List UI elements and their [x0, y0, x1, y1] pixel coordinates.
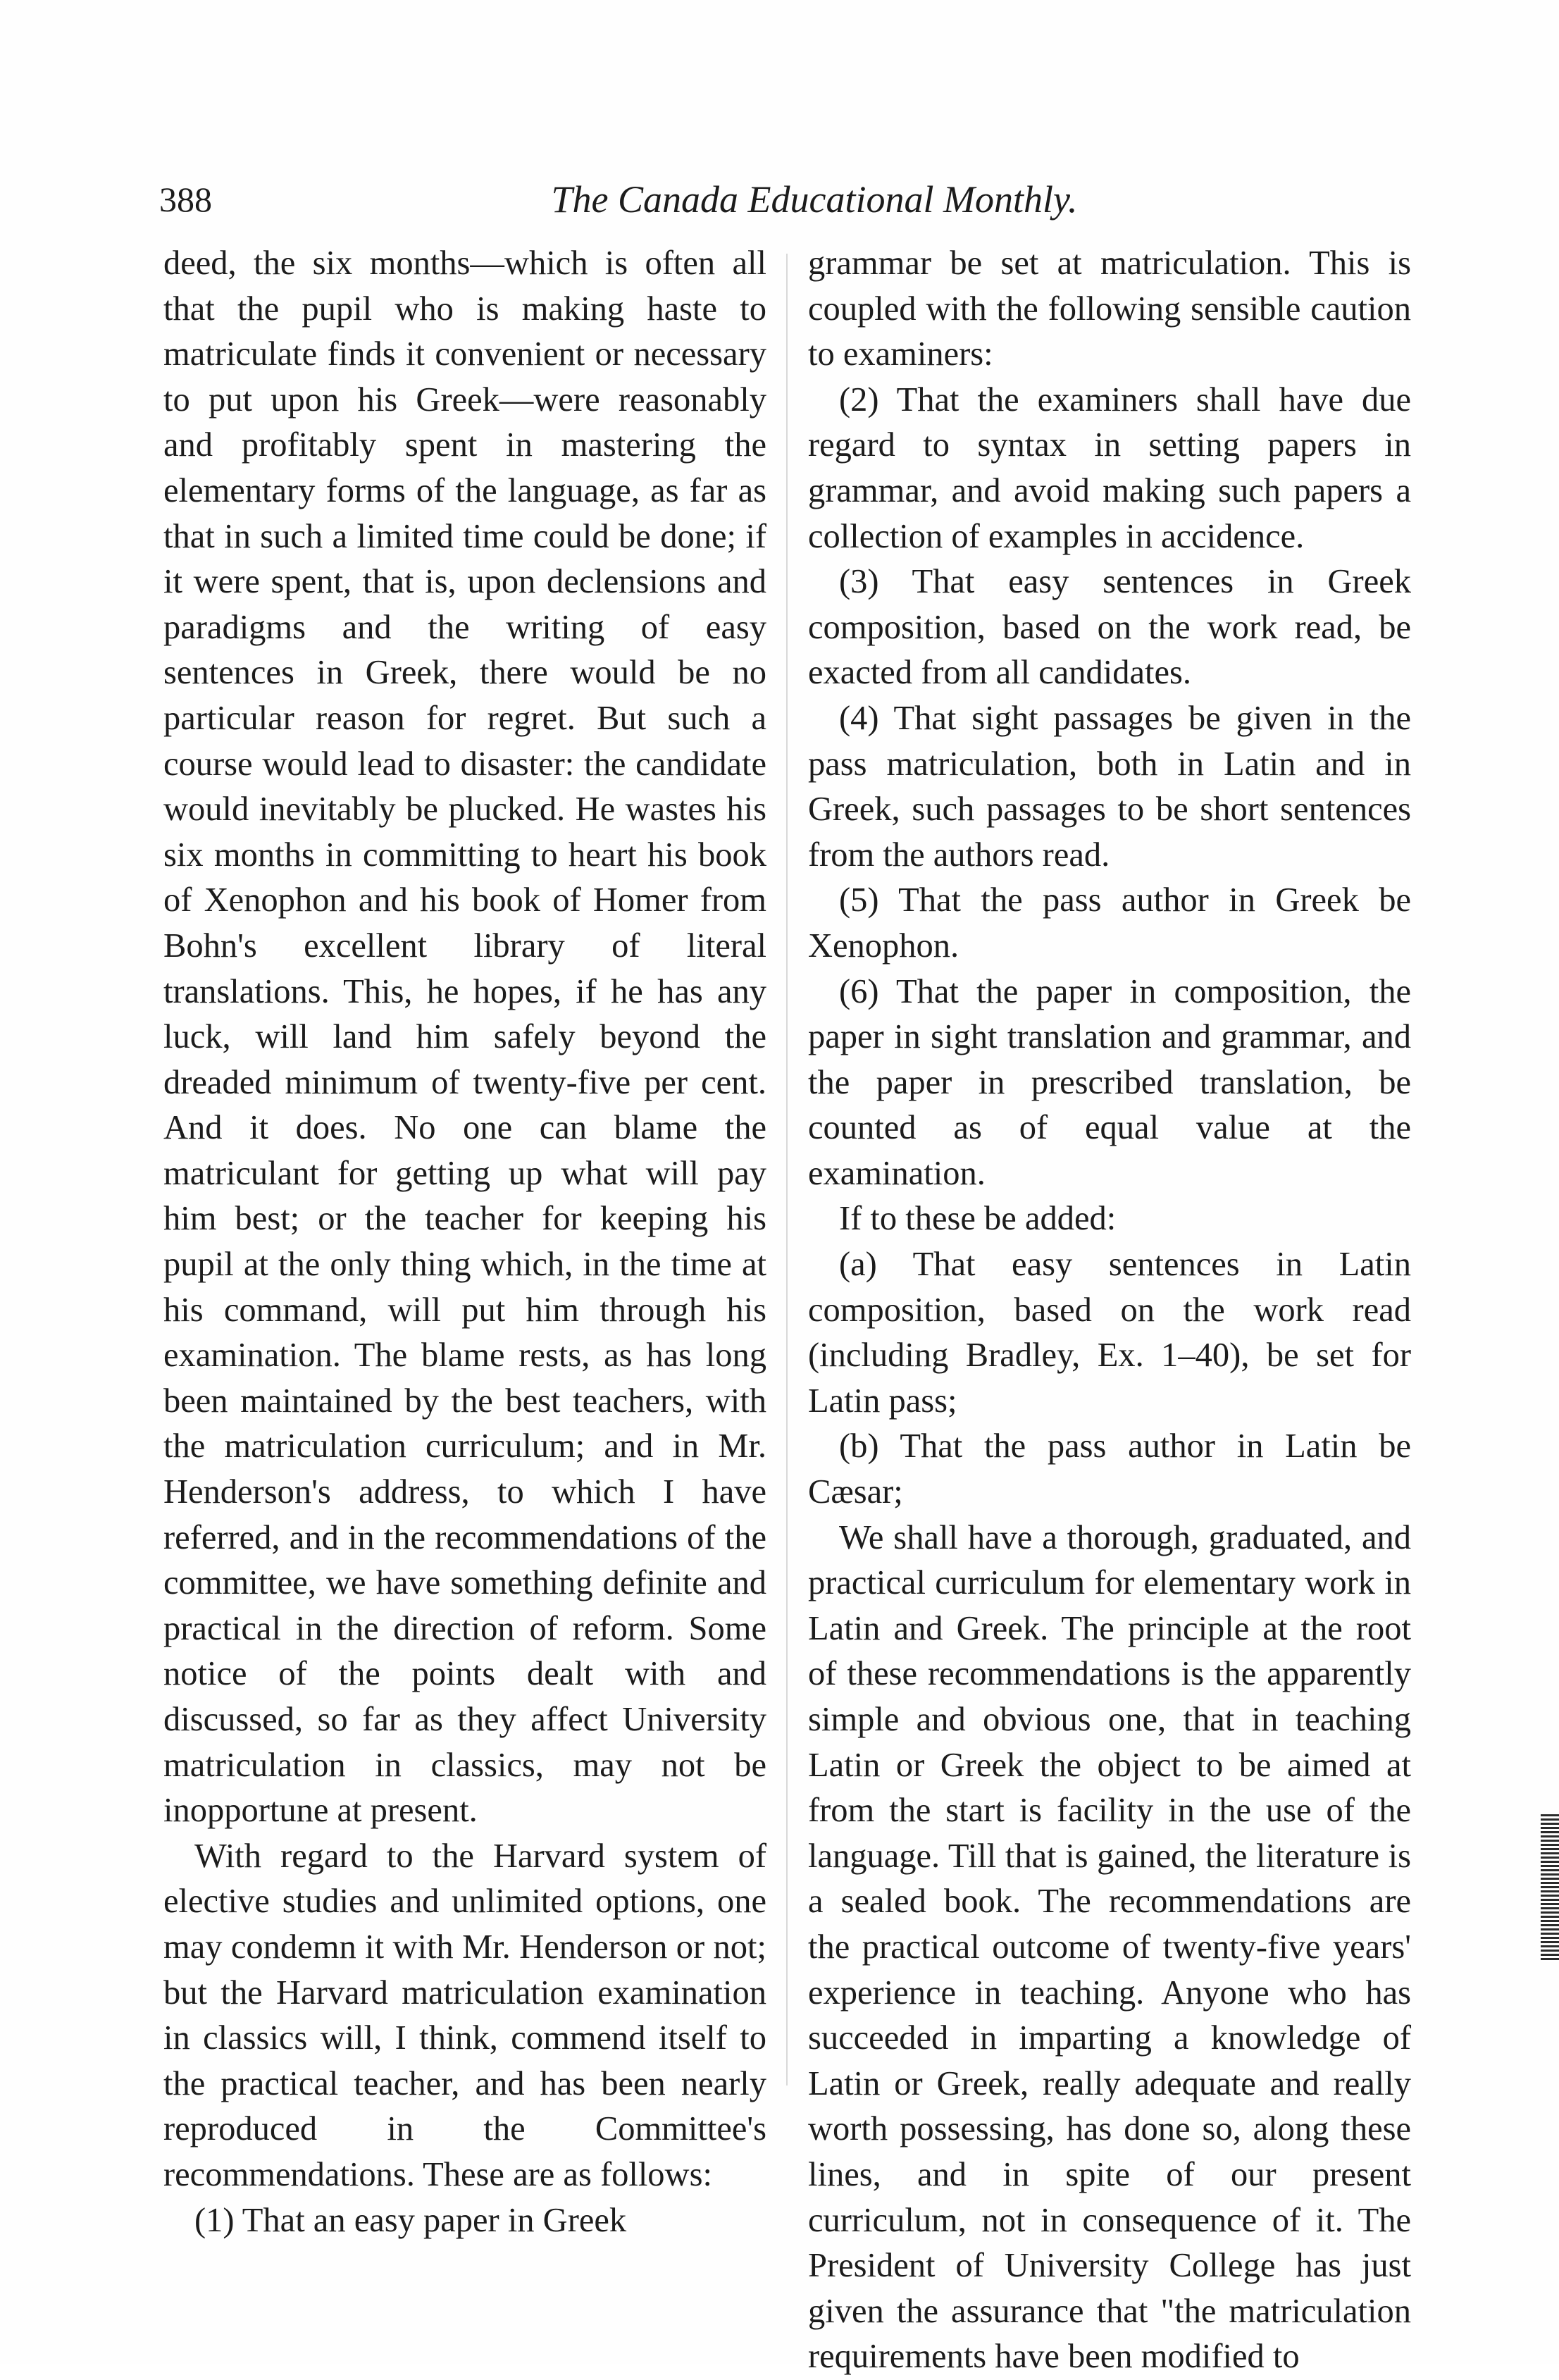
paragraph: (2) That the examiners shall have due regard to syntax in setting papers in grammar, and avoid making such papers a collection of examples in accidence. [808, 380, 1411, 555]
scan-edge-mark [1541, 1814, 1559, 1962]
right-column [808, 241, 1411, 2380]
page-number: 388 [159, 180, 212, 219]
paragraph: (1) That an easy paper in Greek [194, 2201, 627, 2239]
column-divider [786, 254, 788, 2085]
paragraph: (a) That easy sentences in Latin composition, based on the work read (including Bradley, Ex. 1–40), be set for Latin pass; [808, 1246, 1411, 1420]
paragraph: (b) That the pass author in Latin be Cæsar; [808, 1427, 1411, 1511]
paragraph: deed, the six months—which is often all that the pupil who is making haste to matriculate finds it convenient or necessary to put upon his Greek—were reasonably and profitably spent in mastering the elementary forms of the language, as far as that in such a limited time could be done; if it were spent, that is, upon declensions and paradigms and the writing of easy sentences in Greek, there would be no particular reason for regret. But such a course would lead to disaster: the candidate would inevitably be plucked. He wastes his six months in committing to heart his book of Xenophon and his book of Homer from Bohn's excellent library of literal translations. This, he hopes, if he has any luck, will land him safely beyond the dreaded minimum of twenty-five per cent. And it does. No one can blame the matriculant for getting up what will pay him best; or the teacher for keeping his pupil at the only thing which, in the time at his command, will put him through his examination. The blame rests, as has long been maintained by the best teachers, with the matriculation curriculum; and in Mr. Henderson's address, to which I have referred, and in the recommendations of the committee, we have something definite and practical in the direction of reform. Some notice of the points dealt with and discussed, so far as they affect University matriculation in classics, may not be inopportune at present. [163, 244, 766, 1830]
paragraph: We shall have a thorough, graduated, and practical curriculum for elementary work in Latin and Greek. The principle at the root of these recommendations is the apparently simple and obvious one, that in teaching Latin or Greek the object to be aimed at from the start is facility in the use of the language. Till that is gained, the literature is a sealed book. The recommendations are the practical outcome of twenty-five years' experience in teaching. Anyone who has succeeded in imparting a knowledge of Latin or Greek, really adequate and really worth possessing, has done so, along these lines, and in spite of our present curriculum, not in consequence of it. The President of University College has just given the assurance that "the matriculation requirements have been modified to [808, 1518, 1411, 2376]
paragraph: With regard to the Harvard system of elective studies and unlimited options, one may condemn it with Mr. Henderson or not; but the Harvard matriculation examination in classics will, I think, commend itself to the practical teacher, and has been nearly reproduced in the Committee's recommendations. These are as follows: [163, 1837, 766, 2193]
paragraph: (4) That sight passages be given in the pass matriculation, both in Latin and in Greek, such passages to be short sentences from the authors read. [808, 699, 1411, 874]
running-head [159, 175, 1406, 231]
paragraph: (3) That easy sentences in Greek composition, based on the work read, be exacted from all candidates. [808, 563, 1411, 692]
left-column [163, 241, 766, 2243]
journal-title: The Canada Educational Monthly. [551, 178, 1078, 221]
paragraph: (6) That the paper in composition, the paper in sight translation and grammar, and the paper in prescribed translation, be counted as of equal value at the examination. [808, 972, 1411, 1192]
paragraph: If to these be added: [839, 1200, 1117, 1238]
paragraph: grammar be set at matriculation. This is coupled with the following sensible caution to examiners: [808, 244, 1411, 373]
paragraph: (5) That the pass author in Greek be Xenophon. [808, 881, 1411, 965]
